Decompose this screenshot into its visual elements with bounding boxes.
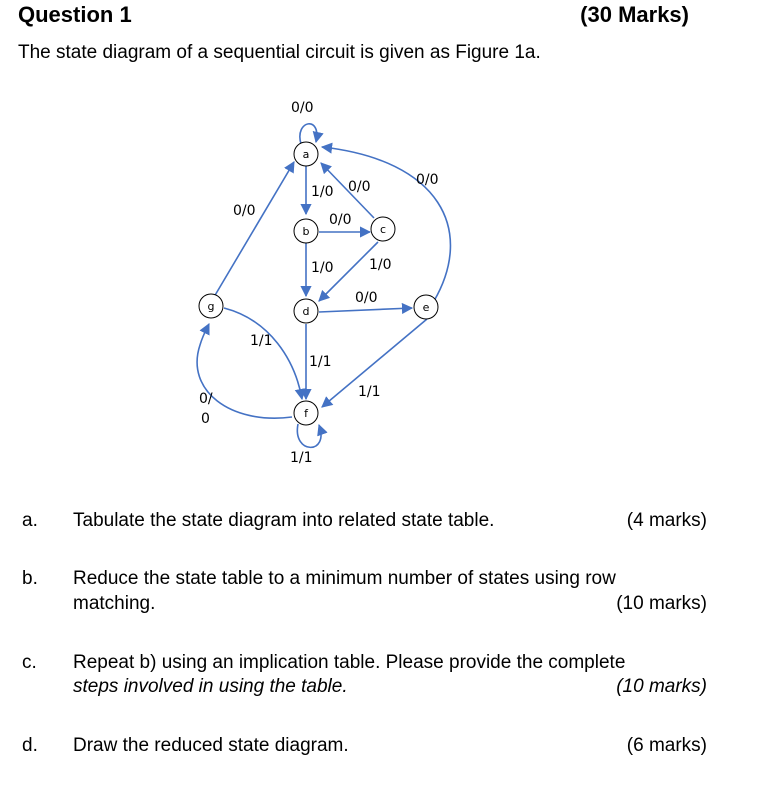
item-b-text-line1: Reduce the state table to a minimum number of states using row [73, 568, 616, 589]
item-a-text: Tabulate the state diagram into related state table. [73, 510, 495, 531]
svg-text:c: c [379, 223, 387, 236]
state-node-e [414, 295, 438, 319]
state-node-b [294, 219, 318, 243]
state-node-a [294, 142, 318, 166]
state-node-f [294, 401, 318, 425]
item-c-text-line1: Repeat b) using an implication table. Please provide the complete [73, 652, 626, 673]
edge-g-f [224, 308, 302, 399]
label-g-a: 0/0 [233, 203, 256, 219]
item-b-letter: b. [22, 568, 38, 589]
svg-text:a: a [302, 148, 310, 161]
state-node-d [294, 299, 318, 323]
label-g-f: 1/1 [250, 333, 273, 349]
label-a-self: 0/0 [291, 100, 314, 116]
item-d-marks: (6 marks) [626, 735, 707, 756]
question-marks: (30 Marks) [580, 2, 689, 27]
label-c-a: 0/0 [348, 179, 371, 195]
item-d-letter: d. [22, 735, 38, 756]
edge-a-self [300, 124, 317, 144]
item-b-text-line2: matching. [73, 593, 156, 614]
edge-f-self [297, 424, 321, 447]
label-e-a: 0/0 [416, 172, 439, 188]
svg-text:g: g [207, 300, 215, 313]
item-b-marks: (10 marks) [616, 593, 707, 614]
question-title: Question 1 [18, 2, 132, 27]
label-f-g-bottom: 0 [201, 411, 210, 427]
svg-text:e: e [422, 301, 430, 314]
item-c-marks: (10 marks) [616, 676, 707, 697]
label-b-c: 0/0 [329, 212, 352, 228]
label-d-f: 1/1 [309, 354, 332, 370]
question-intro: The state diagram of a sequential circuit is given as Figure 1a. [18, 42, 541, 63]
label-b-d: 1/0 [311, 260, 334, 276]
item-a-letter: a. [22, 510, 38, 531]
label-a-b: 1/0 [311, 184, 334, 200]
state-node-g [199, 294, 223, 318]
edge-d-e [319, 308, 412, 312]
state-node-c [371, 217, 395, 241]
label-c-d: 1/0 [369, 257, 392, 273]
svg-text:d: d [302, 305, 310, 318]
edge-g-a [214, 162, 294, 297]
item-d-text: Draw the reduced state diagram. [73, 735, 349, 756]
item-a-marks: (4 marks) [626, 510, 707, 531]
label-e-f: 1/1 [358, 384, 381, 400]
label-f-g-top: 0/ [199, 391, 213, 407]
label-d-e: 0/0 [355, 290, 378, 306]
svg-text:b: b [302, 225, 310, 238]
svg-text:f: f [304, 407, 308, 420]
item-c-text-line2: steps involved in using the table. [73, 676, 348, 697]
label-f-self: 1/1 [290, 450, 313, 466]
item-c-letter: c. [22, 652, 37, 673]
